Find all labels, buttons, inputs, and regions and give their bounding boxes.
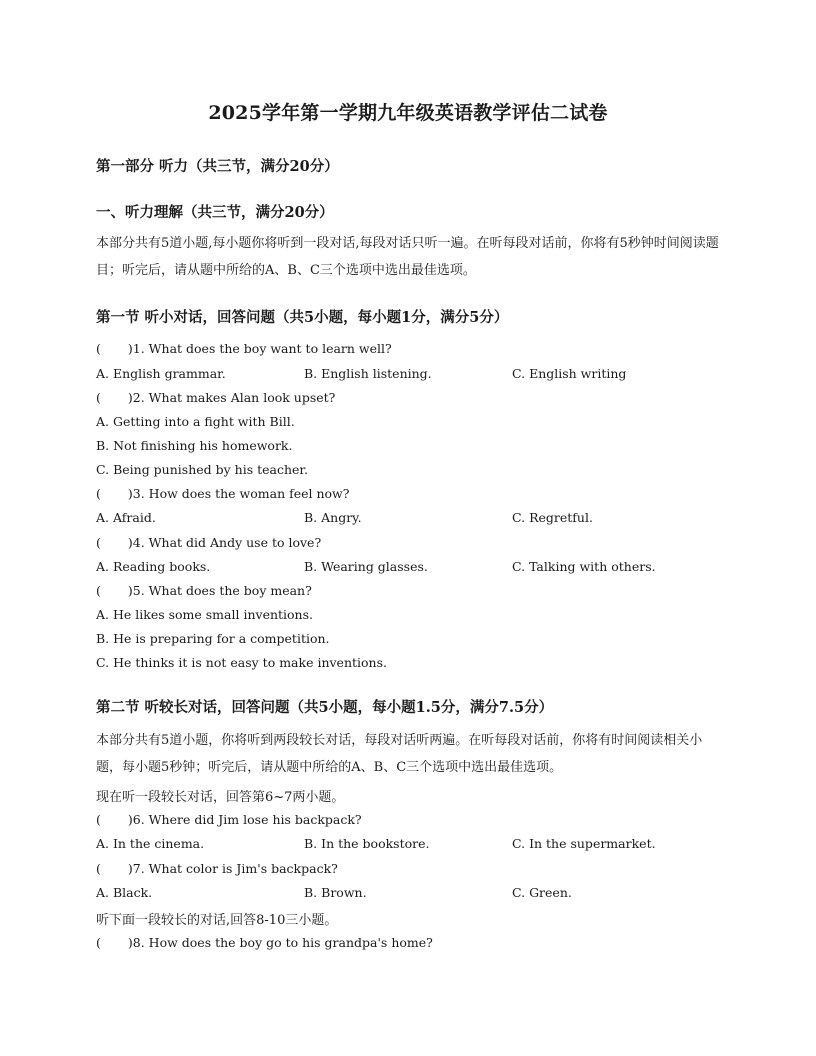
section-2-note-2: 听下面一段较长的对话,回答8-10三小题。	[96, 913, 338, 928]
option-2a: A. Getting into a fight with Bill.	[96, 414, 295, 429]
option-7a: A. Black.	[96, 885, 153, 900]
option-3b: B. Angry.	[304, 510, 362, 525]
question-8: ( )8. How does the boy go to his grandpa's home?	[96, 935, 433, 950]
section-2-note-1: 现在听一段较长对话，回答第6~7两小题。	[96, 790, 345, 805]
option-7c: C. Green.	[512, 885, 572, 900]
option-4a: A. Reading books.	[96, 559, 211, 574]
question-4: ( )4. What did Andy use to love?	[96, 535, 322, 550]
option-1c: C. English writing	[512, 366, 627, 381]
section-2-instructions: 本部分共有5道小题，你将听到两段较长对话，每段对话听两遍。在听每段对话前，你将有时间阅读相关小题，每小题5秒钟；听完后，请从题中所给的A、B、C三个选项中选出最佳选项。	[96, 733, 703, 775]
question-2-stem: 2. What makes Alan look upset?	[132, 390, 336, 405]
option-1b: B. English listening.	[304, 366, 432, 381]
section-heading: 一、听力理解（共三节，满分20分）	[96, 204, 334, 221]
question-6: ( )6. Where did Jim lose his backpack?	[96, 812, 362, 827]
question-5-stem: 5. What does the boy mean?	[132, 583, 312, 598]
subsection-heading-2: 第二节 听较长对话，回答问题（共5小题，每小题1.5分，满分7.5分）	[96, 699, 554, 716]
option-5c: C. He thinks it is not easy to make inventions.	[96, 655, 387, 670]
question-1: ( )1. What does the boy want to learn well?	[96, 341, 392, 356]
option-4b: B. Wearing glasses.	[304, 559, 428, 574]
question-1-stem: 1. What does the boy want to learn well?	[132, 341, 392, 356]
option-2b: B. Not finishing his homework.	[96, 438, 293, 453]
question-3-stem: 3. How does the woman feel now?	[132, 486, 350, 501]
option-2c: C. Being punished by his teacher.	[96, 462, 308, 477]
page-title: 2025学年第一学期九年级英语教学评估二试卷	[208, 102, 608, 124]
question-8-stem: 8. How does the boy go to his grandpa's home?	[132, 935, 433, 950]
option-6a: A. In the cinema.	[96, 836, 205, 851]
question-7-stem: 7. What color is Jim's backpack?	[132, 861, 338, 876]
question-7: ( )7. What color is Jim's backpack?	[96, 861, 338, 876]
question-2: ( )2. What makes Alan look upset?	[96, 390, 336, 405]
option-3a: A. Afraid.	[96, 510, 156, 525]
question-3: ( )3. How does the woman feel now?	[96, 486, 350, 501]
option-5a: A. He likes some small inventions.	[96, 607, 313, 622]
option-6c: C. In the supermarket.	[512, 836, 656, 851]
option-5b: B. He is preparing for a competition.	[96, 631, 330, 646]
option-1a: A. English grammar.	[96, 366, 226, 381]
part-heading: 第一部分 听力（共三节，满分20分）	[96, 158, 339, 175]
subsection-heading: 第一节 听小对话，回答问题（共5小题，每小题1分，满分5分）	[96, 309, 509, 326]
option-7b: B. Brown.	[304, 885, 367, 900]
option-4c: C. Talking with others.	[512, 559, 656, 574]
section-instructions: 本部分共有5道小题,每小题你将听到一段对话,每段对话只听一遍。在听每段对话前，你将有5秒钟时间阅读题目；听完后，请从题中所给的A、B、C三个选项中选出最佳选项。	[96, 236, 719, 278]
option-3c: C. Regretful.	[512, 510, 593, 525]
question-6-stem: 6. Where did Jim lose his backpack?	[132, 812, 362, 827]
question-4-stem: 4. What did Andy use to love?	[132, 535, 322, 550]
option-6b: B. In the bookstore.	[304, 836, 430, 851]
question-5: ( )5. What does the boy mean?	[96, 583, 312, 598]
